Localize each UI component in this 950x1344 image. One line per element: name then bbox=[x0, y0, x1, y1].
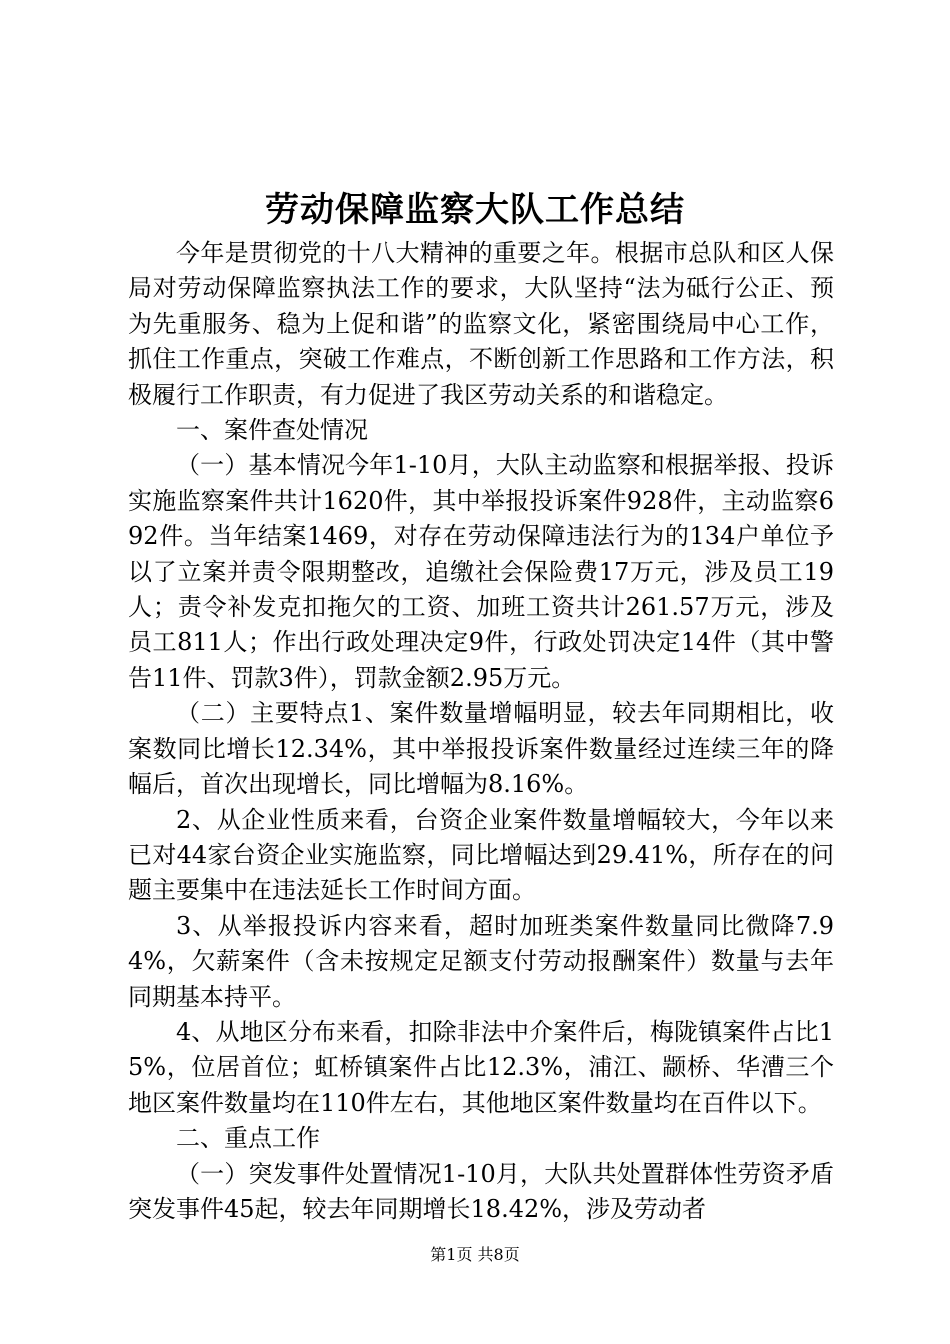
paragraph-emergency-handling: （一）突发事件处置情况1-10月，大队共处置群体性劳资矛盾突发事件45起，较去年同期增长18.42%，涉及劳动者 bbox=[128, 1159, 834, 1223]
paragraph-region-distribution: 4、从地区分布来看，扣除非法中介案件后，梅陇镇案件占比15%，位居首位；虹桥镇案件占比12.3%，浦江、颛桥、华漕三个地区案件数量均在110件左右，其他地区案件数量均在百件以下。 bbox=[128, 1017, 834, 1117]
paragraph-complaint-content: 3、从举报投诉内容来看，超时加班类案件数量同比微降7.94%，欠薪案件（含未按规定足额支付劳动报酬案件）数量与去年同期基本持平。 bbox=[128, 911, 834, 1011]
section-heading-key-work: 二、重点工作 bbox=[176, 1124, 320, 1153]
document-title: 劳动保障监察大队工作总结 bbox=[265, 190, 685, 230]
paragraph-main-features: （二）主要特点1、案件数量增幅明显，较去年同期相比，收案数同比增长12.34%，其中举报投诉案件数量经过连续三年的降幅后，首次出现增长，同比增幅为8.16%。 bbox=[128, 699, 834, 799]
paragraph-enterprise-nature: 2、从企业性质来看，台资企业案件数量增幅较大，今年以来已对44家台资企业实施监察，同比增幅达到29.41%，所存在的问题主要集中在违法延长工作时间方面。 bbox=[128, 805, 834, 905]
paragraph-basic-situation: （一）基本情况今年1-10月，大队主动监察和根据举报、投诉实施监察案件共计1620件，其中举报投诉案件928件，主动监察692件。当年结案1469，对存在劳动保障违法行为的134户单位予以了立案并责令限期整改，追缴社会保险费17万元，涉及员工19人；责令补发克扣拖欠的工资、加班工资共计261.57万元，涉及员工811人；作出行政处理决定9件，行政处罚决定14件（其中警告11件、罚款3件），罚款金额2.95万元。 bbox=[128, 451, 834, 692]
page-footer: 第1页 共8页 bbox=[430, 1245, 520, 1264]
document-body bbox=[128, 236, 834, 1227]
section-heading-cases: 一、案件查处情况 bbox=[176, 416, 368, 445]
paragraph-intro: 今年是贯彻党的十八大精神的重要之年。根据市总队和区人保局对劳动保障监察执法工作的要求，大队坚持“法为砥行公正、预为先重服务、稳为上促和谐”的监察文化，紧密围绕局中心工作，抓住工作重点，突破工作难点，不断创新工作思路和工作方法，积极履行工作职责，有力促进了我区劳动关系的和谐稳定。 bbox=[128, 239, 834, 409]
